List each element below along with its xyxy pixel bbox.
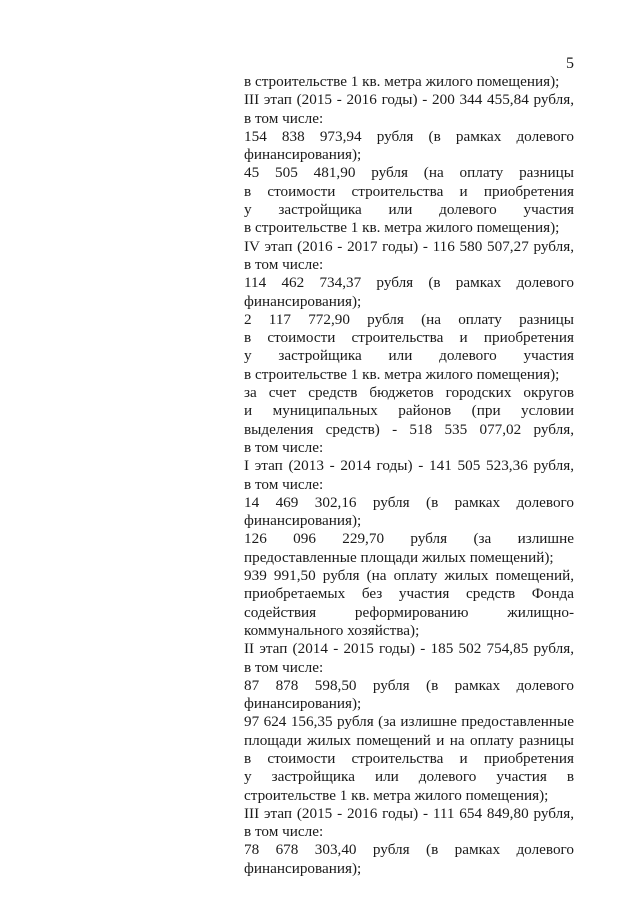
text-line: финансирования);: [244, 292, 362, 310]
text-line: I этап (2013 - 2014 годы) - 141 505 523,36 рубля,: [244, 457, 574, 475]
text-line: в том числе:: [244, 475, 324, 493]
text-line: площади жилых помещений и на оплату разницы: [244, 731, 574, 749]
text-line: 97 624 156,35 рубля (за излишне предоставленные: [244, 713, 574, 731]
text-line: приобретаемых без участия средств Фонда: [244, 585, 574, 603]
text-line: в стоимости строительства и приобретения: [244, 182, 574, 200]
text-line: 14 469 302,16 рубля (в рамках долевого: [244, 493, 574, 511]
text-line: в стоимости строительства и приобретения: [244, 749, 574, 767]
text-line: финансирования);: [244, 146, 362, 164]
text-line: в том числе:: [244, 438, 324, 456]
text-line: 154 838 973,94 рубля (в рамках долевого: [244, 127, 574, 145]
text-line: и муниципальных районов (при условии: [244, 402, 574, 420]
text-line: выделения средств) - 518 535 077,02 рубля,: [244, 420, 574, 438]
text-line: за счет средств бюджетов городских округов: [244, 384, 574, 402]
text-line: в том числе:: [244, 658, 324, 676]
text-line: у застройщика или долевого участия в: [244, 768, 574, 786]
text-line: III этап (2015 - 2016 годы) - 200 344 455,84 рубля,: [244, 91, 574, 109]
text-line: финансирования);: [244, 512, 362, 530]
text-line: финансирования);: [244, 859, 362, 877]
text-line: IV этап (2016 - 2017 годы) - 116 580 507,27 рубля,: [244, 237, 574, 255]
text-line: 78 678 303,40 рубля (в рамках долевого: [244, 841, 574, 859]
text-line: предоставленные площади жилых помещений);: [244, 548, 554, 566]
text-line: 45 505 481,90 рубля (на оплату разницы: [244, 164, 574, 182]
text-line: III этап (2015 - 2016 годы) - 111 654 849,80 рубля,: [244, 804, 574, 822]
text-line: финансирования);: [244, 695, 362, 713]
text-line: 2 117 772,90 рубля (на оплату разницы: [244, 310, 574, 328]
text-line: у застройщика или долевого участия: [244, 201, 574, 219]
text-line: 126 096 229,70 рубля (за излишне: [244, 530, 574, 548]
text-line: в том числе:: [244, 823, 324, 841]
text-line: в том числе:: [244, 109, 324, 127]
text-line: в строительстве 1 кв. метра жилого помещения);: [244, 219, 560, 237]
text-line: содействия реформированию жилищно-: [244, 603, 574, 621]
text-line: 114 462 734,37 рубля (в рамках долевого: [244, 274, 574, 292]
text-line: в строительстве 1 кв. метра жилого помещения);: [244, 365, 560, 383]
text-line: в строительстве 1 кв. метра жилого помещения);: [244, 73, 560, 90]
document-body: [244, 73, 574, 878]
text-line: у застройщика или долевого участия: [244, 347, 574, 365]
text-line: в том числе:: [244, 255, 324, 273]
text-line: коммунального хозяйства);: [244, 621, 420, 639]
text-line: 87 878 598,50 рубля (в рамках долевого: [244, 676, 574, 694]
text-line: строительстве 1 кв. метра жилого помещения);: [244, 786, 549, 804]
page-number: 5: [566, 55, 574, 72]
text-line: II этап (2014 - 2015 годы) - 185 502 754,85 рубля,: [244, 640, 574, 658]
text-line: в стоимости строительства и приобретения: [244, 329, 574, 347]
text-line: 939 991,50 рубля (на оплату жилых помещений,: [244, 567, 574, 585]
